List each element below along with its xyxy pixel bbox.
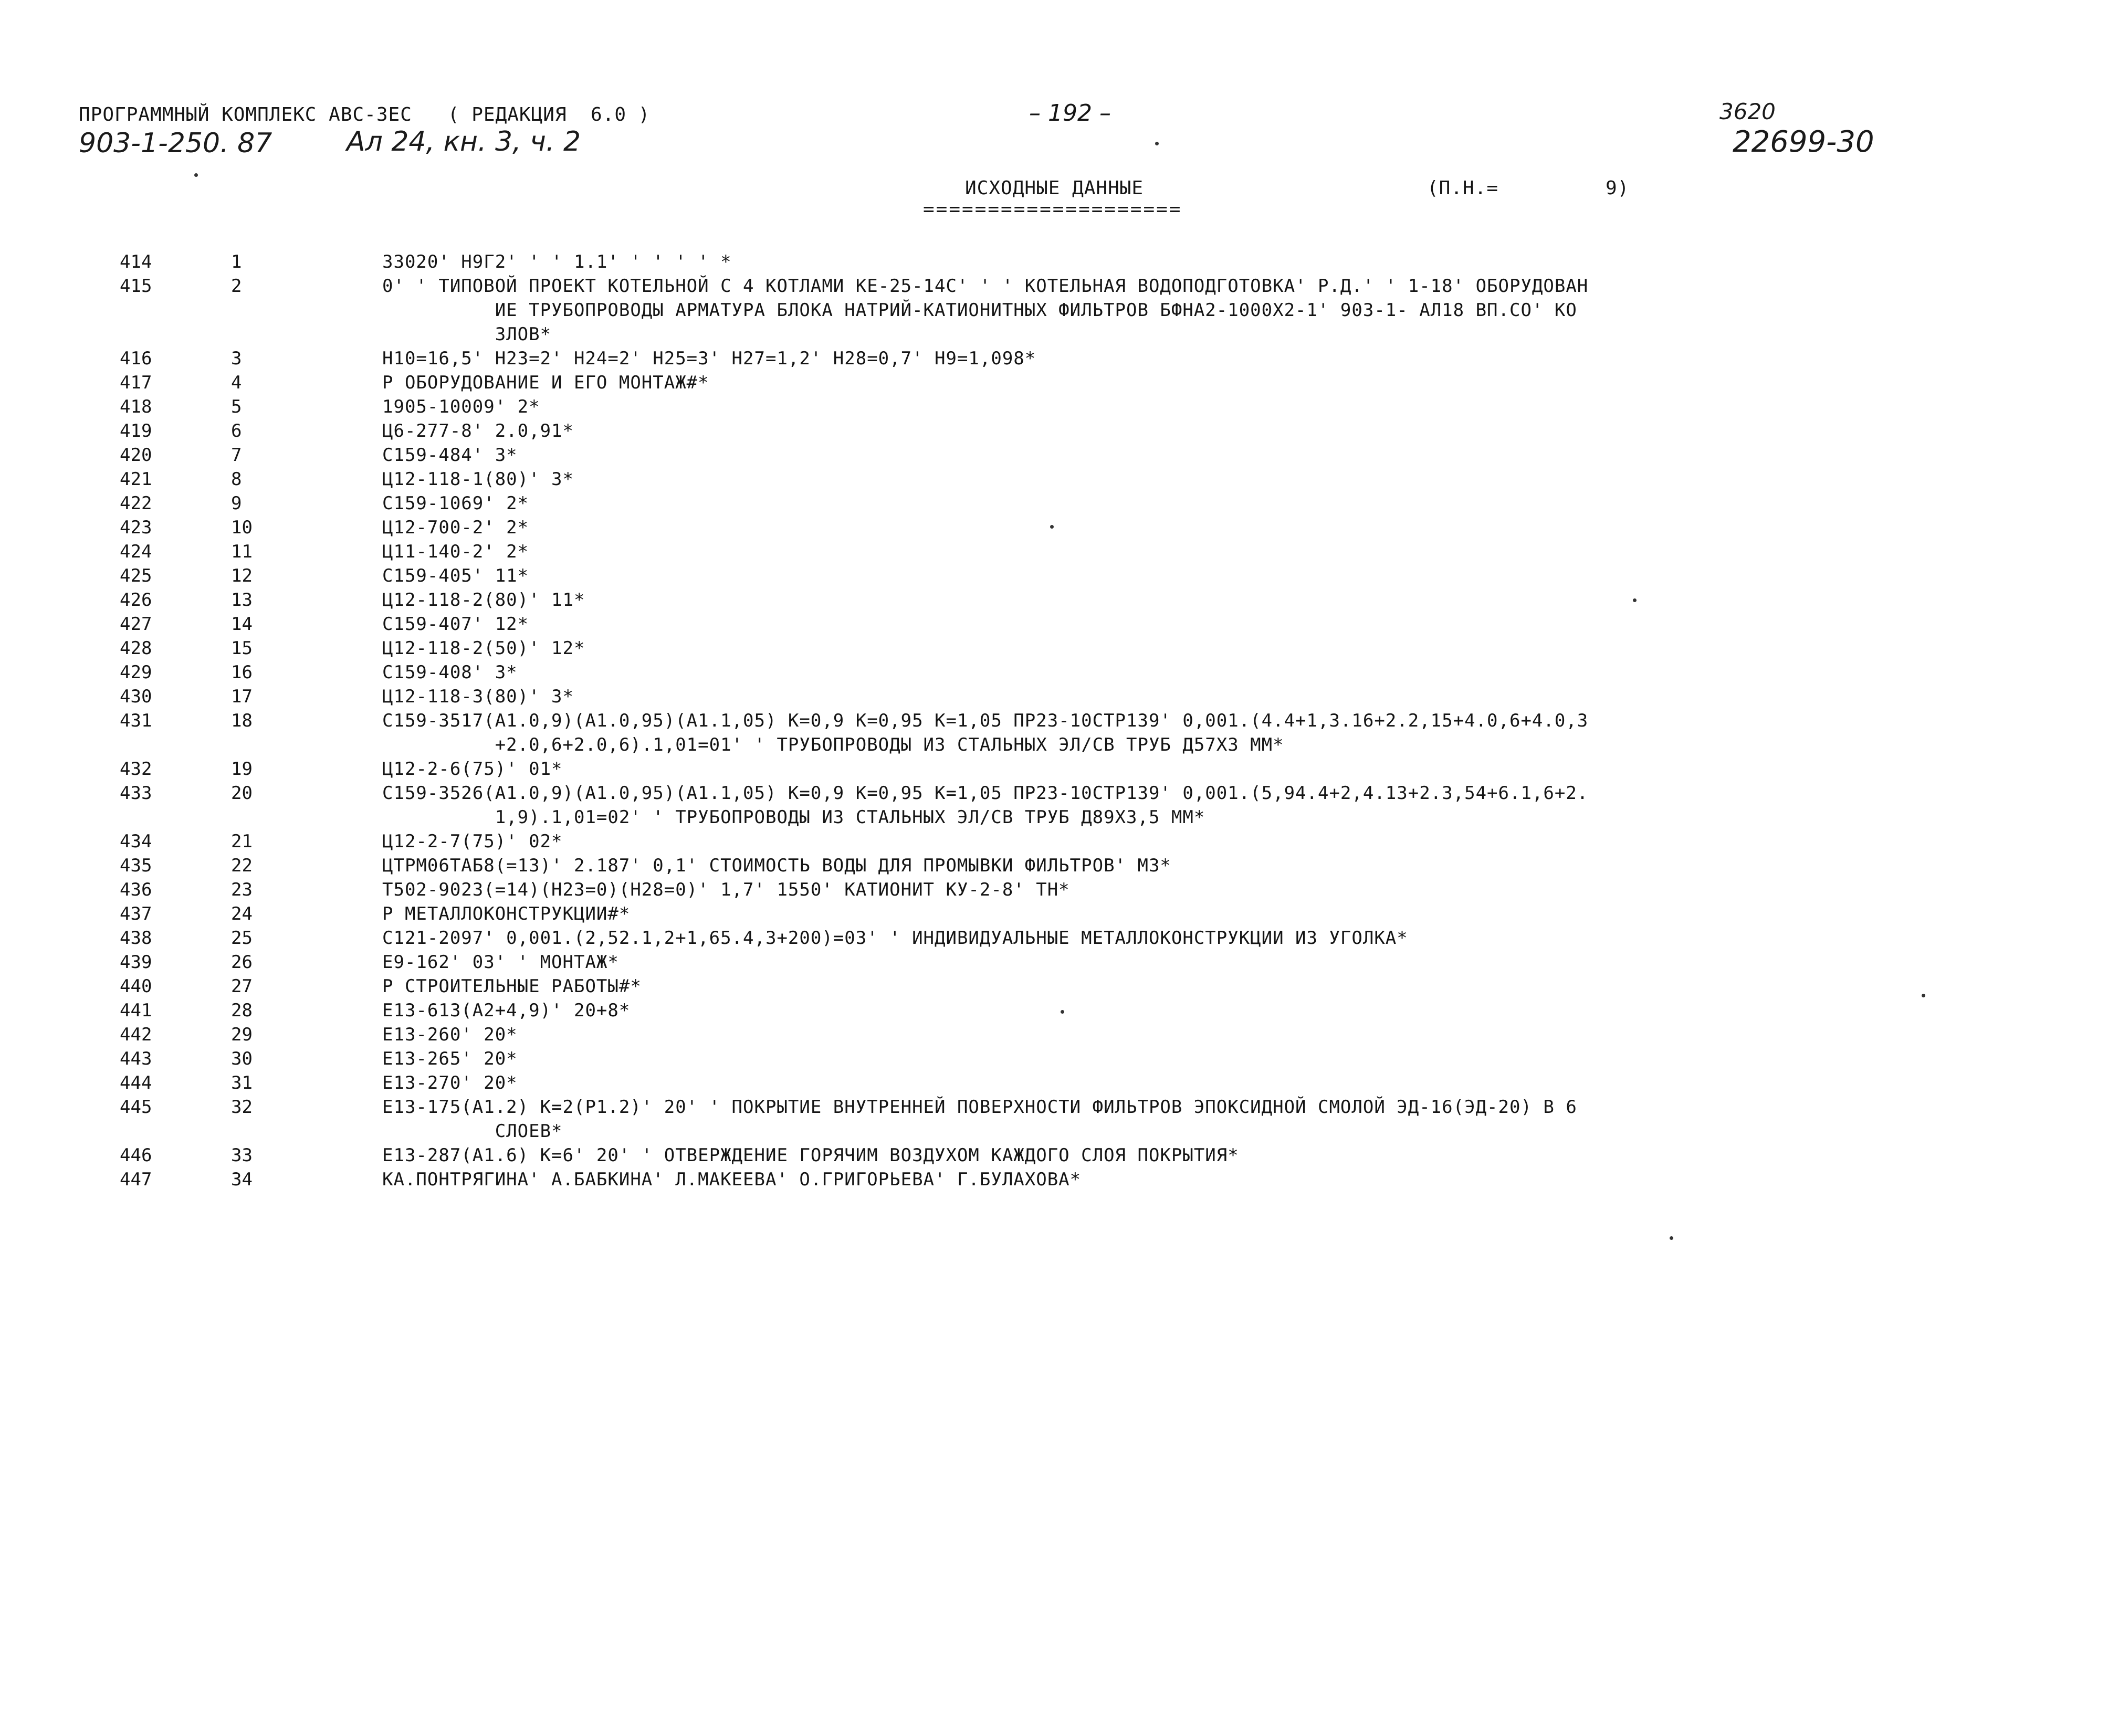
record-text-line: Ц12-118-1(80)' 3* [382, 469, 574, 490]
record-text [382, 371, 709, 395]
record-number: 437 [120, 903, 152, 924]
scan-speck [1633, 598, 1637, 602]
record-text-line: Р МЕТАЛЛОКОНСТРУКЦИИ#* [382, 903, 631, 924]
record-text [382, 829, 563, 854]
record-text-line: +2.0,6+2.0,6).1,01=01' ' ТРУБОПРОВОДЫ ИЗ СТАЛЬНЫХ ЭЛ/СВ ТРУБ Д57Х3 ММ* [382, 734, 1284, 755]
page-number: – 192 – [1029, 100, 1111, 127]
record-text [382, 395, 540, 419]
record-text [382, 588, 585, 612]
record-text-line: Р СТРОИТЕЛЬНЫЕ РАБОТЫ#* [382, 976, 642, 997]
record-text [382, 781, 1588, 829]
record-text-line: КА.ПОНТРЯГИНА' А.БАБКИНА' Л.МАКЕЕВА' О.ГРИГОРЬЕВА' Г.БУЛАХОВА* [382, 1169, 1082, 1190]
record-text [382, 346, 1036, 371]
listing-row [0, 660, 2108, 685]
listing-row [0, 395, 2108, 419]
line-number: 14 [231, 614, 253, 635]
record-number: 422 [120, 493, 152, 514]
record-number: 444 [120, 1072, 152, 1093]
record-number: 438 [120, 928, 152, 949]
record-number: 427 [120, 614, 152, 635]
listing-row [0, 829, 2108, 854]
line-number: 19 [231, 759, 253, 780]
line-number: 9 [231, 493, 242, 514]
record-text-line: Ц12-2-6(75)' 01* [382, 759, 563, 780]
line-number: 4 [231, 372, 242, 393]
record-text [382, 1071, 518, 1095]
scan-speck [1155, 142, 1159, 145]
scan-speck [1050, 525, 1054, 529]
line-number: 30 [231, 1048, 253, 1069]
record-number: 434 [120, 831, 152, 852]
record-text [382, 854, 1171, 878]
line-number: 3 [231, 348, 242, 369]
handwritten-project-number: 903-1-250. 87 [79, 128, 272, 159]
record-text-line: Р ОБОРУДОВАНИЕ И ЕГО МОНТАЖ#* [382, 372, 709, 393]
record-text-line: С159-1069' 2* [382, 493, 529, 514]
record-number: 421 [120, 469, 152, 490]
line-number: 10 [231, 517, 253, 538]
record-text-line: Ц6-277-8' 2.0,91* [382, 420, 574, 441]
record-text-line: 0' ' ТИПОВОЙ ПРОЕКТ КОТЕЛЬНОЙ С 4 КОТЛАМИ КЕ-25-14С' ' ' КОТЕЛЬНАЯ ВОДОПОДГОТОВКА' Р.Д.' ' 1-18' ОБОРУДОВАН [382, 276, 1589, 297]
record-number: 429 [120, 662, 152, 683]
record-number: 431 [120, 710, 152, 731]
line-number: 18 [231, 710, 253, 731]
record-text [382, 515, 529, 540]
record-text [382, 974, 642, 998]
section-title-underline: ==================== [923, 198, 1182, 220]
record-text-line: С159-484' 3* [382, 445, 518, 466]
line-number: 24 [231, 903, 253, 924]
record-text-line: Е13-270' 20* [382, 1072, 518, 1093]
record-number: 414 [120, 251, 152, 272]
listing-row [0, 1143, 2108, 1167]
record-text-line: ЦТРМ06ТАБ8(=13)' 2.187' 0,1' СТОИМОСТЬ ВОДЫ ДЛЯ ПРОМЫВКИ ФИЛЬТРОВ' М3* [382, 855, 1171, 876]
record-text-line: С159-3517(А1.0,9)(А1.0,95)(А1.1,05) К=0,9 К=0,95 К=1,05 ПР23-10СТР139' 0,001.(4.4+1,3.16+2.2,15+4.0,6+4.0,3 [382, 710, 1589, 731]
scan-speck [1670, 1236, 1673, 1240]
record-text [382, 250, 732, 274]
record-text-line: ЗЛОВ* [382, 324, 552, 345]
listing-row [0, 612, 2108, 636]
listing-row [0, 1167, 2108, 1192]
record-number: 419 [120, 420, 152, 441]
record-text [382, 443, 518, 467]
listing-row [0, 974, 2108, 998]
listing-row [0, 467, 2108, 491]
listing-row [0, 419, 2108, 443]
listing-row [0, 250, 2108, 274]
record-text-line: Ц12-118-2(50)' 12* [382, 638, 585, 659]
listing-row [0, 274, 2108, 346]
section-pn-value: 9) [1606, 177, 1630, 199]
record-text-line: Ц12-118-2(80)' 11* [382, 590, 585, 611]
record-text-line: С121-2097' 0,001.(2,52.1,2+1,65.4,3+200)=03' ' ИНДИВИДУАЛЬНЫЕ МЕТАЛЛОКОНСТРУКЦИИ ИЗ УГОЛКА* [382, 928, 1408, 949]
record-text-line: 1,9).1,01=02' ' ТРУБОПРОВОДЫ ИЗ СТАЛЬНЫХ ЭЛ/СВ ТРУБ Д89Х3,5 ММ* [382, 807, 1205, 828]
program-header: ПРОГРАММНЫЙ КОМПЛЕКС АВС-ЗЕС ( РЕДАКЦИЯ 6.0 ) [79, 104, 651, 125]
listing-row [0, 443, 2108, 467]
section-title: ИСХОДНЫЕ ДАННЫЕ [965, 177, 1144, 199]
record-number: 416 [120, 348, 152, 369]
record-text [382, 950, 619, 974]
record-number: 446 [120, 1145, 152, 1166]
listing-row [0, 926, 2108, 950]
record-text [382, 540, 529, 564]
record-text-line: 33020' Н9Г2' ' ' 1.1' ' ' ' ' * [382, 251, 732, 272]
record-text-line: 1905-10009' 2* [382, 396, 540, 417]
line-number: 13 [231, 590, 253, 611]
line-number: 33 [231, 1145, 253, 1166]
listing-row [0, 685, 2108, 709]
record-number: 418 [120, 396, 152, 417]
record-text [382, 878, 1070, 902]
listing-row [0, 709, 2108, 757]
record-number: 423 [120, 517, 152, 538]
record-text [382, 1095, 1577, 1143]
record-number: 447 [120, 1169, 152, 1190]
listing-row [0, 1095, 2108, 1143]
scan-speck [1922, 994, 1925, 997]
record-text-line: Ц11-140-2' 2* [382, 541, 529, 562]
listing-row [0, 1071, 2108, 1095]
line-number: 29 [231, 1024, 253, 1045]
record-number: 440 [120, 976, 152, 997]
record-text-line: С159-408' 3* [382, 662, 518, 683]
record-number: 415 [120, 276, 152, 297]
record-text-line: Ц12-118-3(80)' 3* [382, 686, 574, 707]
section-pn-label: (П.Н.= [1427, 177, 1499, 199]
record-number: 420 [120, 445, 152, 466]
line-number: 15 [231, 638, 253, 659]
handwritten-album-reference: Ал 24, кн. 3, ч. 2 [347, 126, 581, 157]
line-number: 28 [231, 1000, 253, 1021]
line-number: 5 [231, 396, 242, 417]
record-number: 439 [120, 952, 152, 973]
record-text [382, 685, 574, 709]
line-number: 7 [231, 445, 242, 466]
record-text [382, 902, 630, 926]
line-number: 12 [231, 565, 253, 586]
record-number: 428 [120, 638, 152, 659]
record-number: 426 [120, 590, 152, 611]
record-number: 417 [120, 372, 152, 393]
listing-row [0, 346, 2108, 371]
line-number: 16 [231, 662, 253, 683]
record-text-line: Ц12-700-2' 2* [382, 517, 529, 538]
record-text-line: С159-407' 12* [382, 614, 529, 635]
line-number: 22 [231, 855, 253, 876]
record-text [382, 1143, 1239, 1167]
stamp-code: 3620 [1719, 99, 1776, 124]
record-text-line: Е13-265' 20* [382, 1048, 518, 1069]
record-number: 425 [120, 565, 152, 586]
record-text [382, 1167, 1081, 1192]
record-text [382, 491, 529, 515]
listing-row [0, 540, 2108, 564]
scan-speck [1061, 1010, 1064, 1014]
record-text [382, 1023, 518, 1047]
record-text [382, 419, 574, 443]
record-number: 436 [120, 879, 152, 900]
line-number: 20 [231, 783, 253, 804]
record-text [382, 274, 1588, 346]
record-text-line: С159-3526(А1.0,9)(А1.0,95)(А1.1,05) К=0,9 К=0,95 К=1,05 ПР23-10СТР139' 0,001.(5,94.4+2,4.13+2.3,54+6.1,6+2. [382, 783, 1589, 804]
source-data-listing [0, 250, 2108, 1192]
record-text-line: Ц12-2-7(75)' 02* [382, 831, 563, 852]
listing-row [0, 1047, 2108, 1071]
record-number: 424 [120, 541, 152, 562]
line-number: 11 [231, 541, 253, 562]
listing-row [0, 902, 2108, 926]
listing-row [0, 950, 2108, 974]
record-number: 441 [120, 1000, 152, 1021]
record-text-line: Е13-287(А1.6) К=6' 20' ' ОТВЕРЖДЕНИЕ ГОРЯЧИМ ВОЗДУХОМ КАЖДОГО СЛОЯ ПОКРЫТИЯ* [382, 1145, 1239, 1166]
line-number: 8 [231, 469, 242, 490]
line-number: 1 [231, 251, 242, 272]
record-number: 430 [120, 686, 152, 707]
record-text-line: Т502-9023(=14)(Н23=0)(Н28=0)' 1,7' 1550' КАТИОНИТ КУ-2-8' ТН* [382, 879, 1070, 900]
record-text [382, 998, 630, 1023]
record-text [382, 757, 563, 781]
listing-row [0, 564, 2108, 588]
record-text-line: Н10=16,5' Н23=2' Н24=2' Н25=3' Н27=1,2' Н28=0,7' Н9=1,098* [382, 348, 1036, 369]
line-number: 17 [231, 686, 253, 707]
record-text [382, 564, 529, 588]
line-number: 32 [231, 1097, 253, 1118]
record-number: 443 [120, 1048, 152, 1069]
line-number: 27 [231, 976, 253, 997]
listing-row [0, 588, 2108, 612]
record-text [382, 660, 518, 685]
listing-row [0, 491, 2108, 515]
record-number: 435 [120, 855, 152, 876]
record-text [382, 636, 585, 660]
record-text-line: Е9-162' 03' ' МОНТАЖ* [382, 952, 619, 973]
listing-row [0, 1023, 2108, 1047]
listing-row [0, 757, 2108, 781]
listing-row [0, 371, 2108, 395]
record-text-line: СЛОЕВ* [382, 1121, 563, 1142]
record-text [382, 467, 574, 491]
record-text [382, 612, 529, 636]
listing-row [0, 515, 2108, 540]
record-number: 445 [120, 1097, 152, 1118]
line-number: 2 [231, 276, 242, 297]
line-number: 25 [231, 928, 253, 949]
record-text [382, 709, 1588, 757]
line-number: 26 [231, 952, 253, 973]
listing-row [0, 636, 2108, 660]
line-number: 21 [231, 831, 253, 852]
line-number: 34 [231, 1169, 253, 1190]
listing-row [0, 854, 2108, 878]
record-number: 432 [120, 759, 152, 780]
inventory-number: 22699-30 [1733, 125, 1874, 159]
listing-row [0, 781, 2108, 829]
record-text-line: Е13-260' 20* [382, 1024, 518, 1045]
record-number: 442 [120, 1024, 152, 1045]
listing-row [0, 878, 2108, 902]
record-text [382, 926, 1408, 950]
record-text-line: Е13-613(А2+4,9)' 20+8* [382, 1000, 631, 1021]
record-text-line: ИЕ ТРУБОПРОВОДЫ АРМАТУРА БЛОКА НАТРИЙ-КАТИОНИТНЫХ ФИЛЬТРОВ БФНА2-1000Х2-1' 903-1- АЛ18 ВП.СО' КО [382, 300, 1577, 321]
record-text-line: Е13-175(А1.2) К=2(Р1.2)' 20' ' ПОКРЫТИЕ ВНУТРЕННЕЙ ПОВЕРХНОСТИ ФИЛЬТРОВ ЭПОКСИДНОЙ СМОЛОЙ ЭД-16(ЭД-20) В 6 [382, 1097, 1577, 1118]
record-text-line: С159-405' 11* [382, 565, 529, 586]
record-number: 433 [120, 783, 152, 804]
scan-speck [194, 173, 198, 177]
line-number: 31 [231, 1072, 253, 1093]
line-number: 6 [231, 420, 242, 441]
listing-row [0, 998, 2108, 1023]
line-number: 23 [231, 879, 253, 900]
record-text [382, 1047, 518, 1071]
